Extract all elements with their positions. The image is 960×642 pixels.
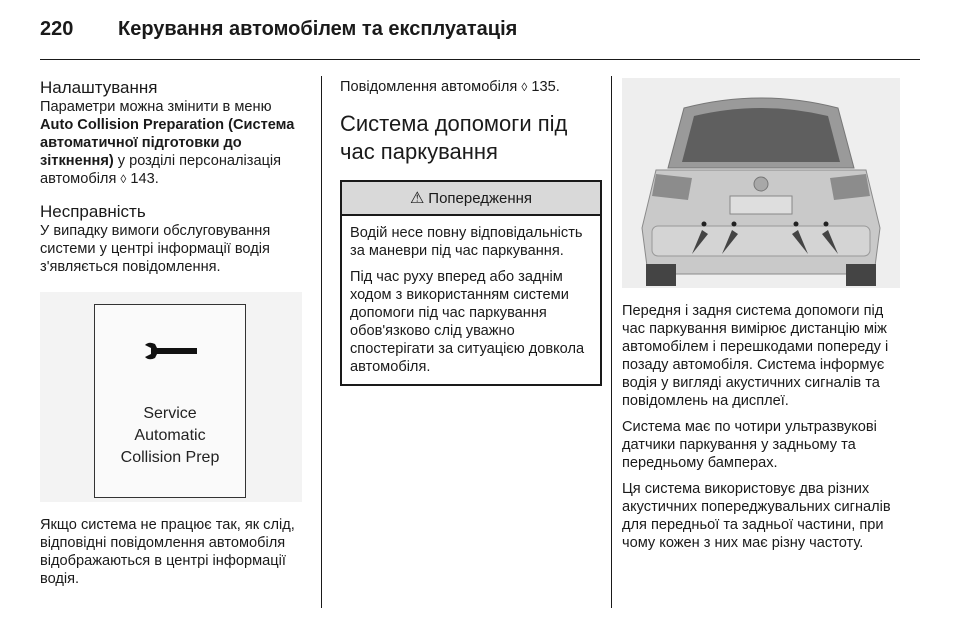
sensor-dot — [794, 222, 799, 227]
page-header — [40, 18, 517, 48]
fault-paragraph: У випадку вимоги обслуговування системи у центрі інформації водія з'являється повідомлення. — [40, 223, 271, 275]
settings-text: Параметри можна змінити в меню — [40, 99, 272, 115]
body-paragraph: Ця система використовує два різних акустичних попереджувальних сигналів для передньої та задньої частини, при чому кожен з них має різну частоту. — [622, 481, 891, 551]
sensor-dot — [702, 222, 707, 227]
display-line: Service — [143, 405, 197, 422]
sensor-dot — [732, 222, 737, 227]
settings-menu-name: Auto Collision Preparation (Система автоматичної підготовки до зіткнення) — [40, 117, 295, 169]
vehicle-messages-ref — [340, 78, 602, 96]
settings-paragraph — [40, 98, 302, 188]
settings-heading: Налаштування — [40, 78, 158, 97]
warning-paragraph: Водій несе повну відповідальність за маневри під час паркування. — [350, 225, 583, 259]
car-rear-illustration — [622, 78, 900, 288]
sensor-dot — [824, 222, 829, 227]
page-title: Керування автомобілем та експлуатація — [118, 18, 518, 40]
after-figure-paragraph: Якщо система не працює так, як слід, відповідні повідомлення автомобіля відображаються в центрі інформації водія. — [40, 517, 295, 587]
warning-body — [342, 216, 600, 384]
section-title: Система допомоги під час паркування — [340, 111, 568, 164]
display-screen — [94, 304, 246, 498]
column-divider-2 — [611, 76, 612, 608]
vehicle-messages-text: Повідомлення автомобіля — [340, 79, 522, 95]
wrench-icon — [143, 341, 199, 361]
display-message — [95, 403, 245, 469]
body-paragraph: Передня і задня система допомоги під час паркування вимірює дистанцію між автомобілем і перешкодами попереду і позаду автомобіля. Система інформує водія у вигляді акустичних сигналів та повідомлень на дисплеї. — [622, 303, 889, 409]
column-1 — [40, 78, 302, 588]
column-2 — [340, 78, 602, 386]
settings-text-2: у розділі персоналізація автомобіля — [40, 153, 282, 187]
warning-box — [340, 180, 602, 386]
warning-paragraph: Під час руху вперед або заднім ходом з використанням системи допомоги під час паркування обов'язково слід уважно спостерігати за ситуацією довкола автомобіля. — [350, 269, 585, 375]
display-line: Collision Prep — [120, 449, 220, 466]
page-ref: 143. — [126, 171, 159, 187]
warning-title: Попередження — [428, 189, 533, 207]
column-divider-1 — [321, 76, 322, 608]
page-ref: 135. — [527, 79, 560, 95]
page-number: 220 — [40, 18, 74, 40]
header-rule — [40, 59, 920, 60]
column-3 — [622, 78, 904, 552]
driver-info-display-figure — [40, 292, 302, 502]
warning-triangle-icon: ⚠ — [409, 190, 425, 207]
display-line: Automatic — [134, 427, 206, 444]
car-rear-sensors-figure — [622, 78, 900, 288]
body-paragraph: Система має по чотири ультразвукові датчики паркування у задньому та передньому бамперах. — [622, 419, 877, 471]
warning-header — [342, 182, 600, 216]
page-ref-icon: ◊ — [120, 172, 127, 186]
page-ref-icon: ◊ — [521, 80, 528, 94]
fault-heading: Несправність — [40, 202, 146, 221]
